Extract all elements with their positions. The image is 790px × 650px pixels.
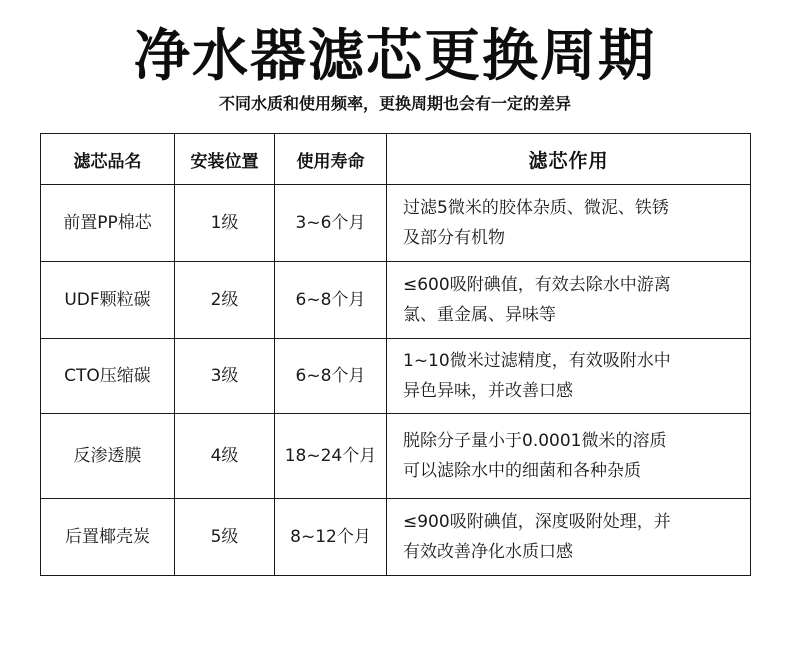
table-row [41, 499, 751, 576]
cell-filter-name: UDF颗粒碳 [41, 262, 175, 339]
cell-filter-function [387, 185, 751, 262]
cell-filter-function [387, 339, 751, 414]
cell-filter-function [387, 499, 751, 576]
header-filter-function: 滤芯作用 [387, 134, 751, 185]
function-line: ≤600吸附碘值，有效去除水中游离 [403, 275, 671, 295]
header-lifespan: 使用寿命 [275, 134, 387, 185]
cell-install-position: 5级 [175, 499, 275, 576]
table-row [41, 185, 751, 262]
cell-lifespan: 8~12个月 [275, 499, 387, 576]
function-line: 可以滤除水中的细菌和各种杂质 [403, 461, 641, 481]
cell-lifespan: 6~8个月 [275, 262, 387, 339]
cell-filter-name: 后置椰壳炭 [41, 499, 175, 576]
cell-filter-name: CTO压缩碳 [41, 339, 175, 414]
function-line: 有效改善净化水质口感 [403, 542, 573, 562]
table-row [41, 414, 751, 499]
function-line: 氯、重金属、异味等 [403, 305, 556, 325]
function-line: 1~10微米过滤精度，有效吸附水中 [403, 351, 671, 371]
cell-lifespan: 6~8个月 [275, 339, 387, 414]
cell-filter-function [387, 414, 751, 499]
page-subtitle: 不同水质和使用频率，更换周期也会有一定的差异 [218, 94, 571, 113]
table-header-row [41, 134, 751, 185]
cell-lifespan: 18~24个月 [275, 414, 387, 499]
function-line: 及部分有机物 [403, 228, 505, 248]
cell-filter-function [387, 262, 751, 339]
cell-install-position: 2级 [175, 262, 275, 339]
cell-install-position: 3级 [175, 339, 275, 414]
cell-install-position: 4级 [175, 414, 275, 499]
function-line: ≤900吸附碘值，深度吸附处理，并 [403, 512, 671, 532]
cell-filter-name: 前置PP棉芯 [41, 185, 175, 262]
function-line: 异色异味，并改善口感 [403, 381, 573, 401]
function-line: 脱除分子量小于0.0001微米的溶质 [403, 431, 667, 451]
table-row [41, 339, 751, 414]
cell-filter-name: 反渗透膜 [41, 414, 175, 499]
cell-install-position: 1级 [175, 185, 275, 262]
filter-replacement-table [40, 133, 751, 576]
table-row [41, 262, 751, 339]
header-install-position: 安装位置 [175, 134, 275, 185]
page-title: 净水器滤芯更换周期 [134, 24, 656, 89]
cell-lifespan: 3~6个月 [275, 185, 387, 262]
function-line: 过滤5微米的胶体杂质、微泥、铁锈 [403, 198, 669, 218]
header-filter-name: 滤芯品名 [41, 134, 175, 185]
